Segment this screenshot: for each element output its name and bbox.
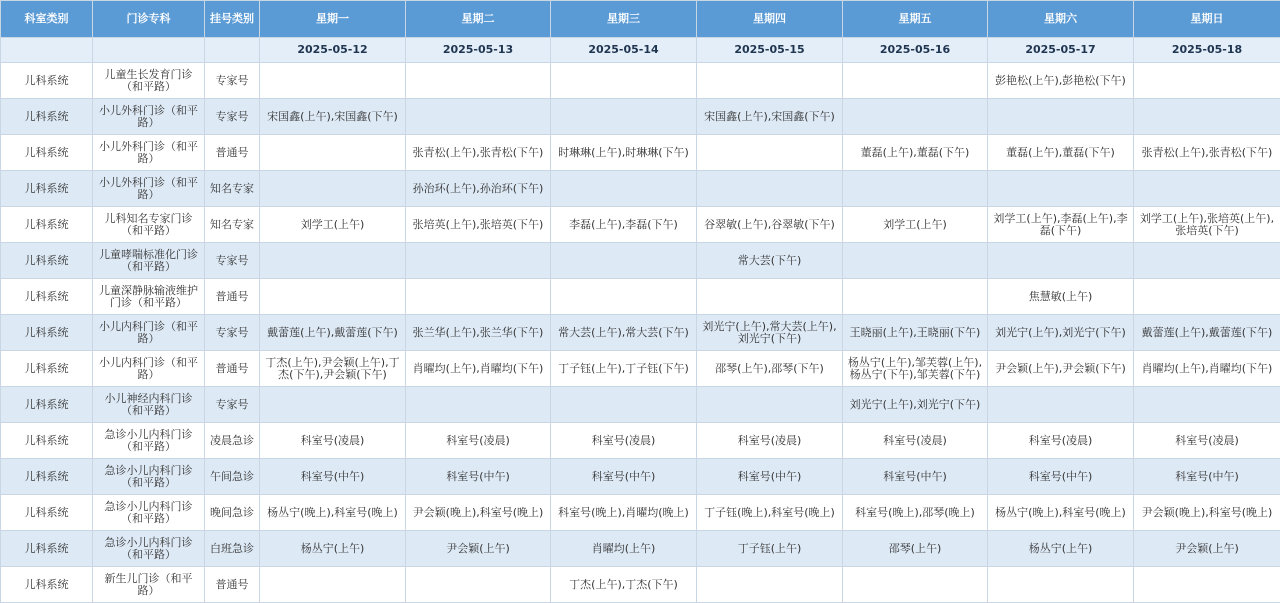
schedule-cell [260,63,406,99]
schedule-cell[interactable]: 张培英(上午),张培英(下午) [406,207,551,243]
schedule-cell[interactable]: 科室号(凌晨) [260,423,406,459]
clinic-cell: 小儿内科门诊（和平路） [93,315,205,351]
date-mon: 2025-05-12 [260,38,406,63]
type-cell: 普通号 [205,351,260,387]
schedule-cell [988,243,1134,279]
schedule-cell[interactable]: 刘学工(上午) [260,207,406,243]
schedule-cell[interactable]: 丁杰(上午),丁杰(下午) [551,567,697,603]
clinic-cell: 急诊小儿内科门诊（和平路） [93,459,205,495]
schedule-cell [551,171,697,207]
schedule-cell [1134,99,1280,135]
schedule-cell [406,63,551,99]
schedule-cell[interactable]: 科室号(中午) [988,459,1134,495]
schedule-cell [551,387,697,423]
schedule-cell[interactable]: 戴蕾莲(上午),戴蕾莲(下午) [1134,315,1280,351]
schedule-cell[interactable]: 李磊(上午),李磊(下午) [551,207,697,243]
table-row [1,171,1280,207]
schedule-cell[interactable]: 丁杰(上午),尹会颖(上午),丁杰(下午),尹会颖(下午) [260,351,406,387]
dept-cell: 儿科系统 [1,63,93,99]
schedule-cell[interactable]: 科室号(中午) [1134,459,1280,495]
table-row [1,531,1280,567]
dept-cell: 儿科系统 [1,387,93,423]
schedule-cell[interactable]: 科室号(中午) [260,459,406,495]
type-cell: 普通号 [205,135,260,171]
schedule-cell [988,387,1134,423]
schedule-cell[interactable]: 科室号(中午) [406,459,551,495]
header-sun: 星期日 [1134,1,1280,38]
type-cell: 普通号 [205,279,260,315]
schedule-cell[interactable]: 杨丛宁(上午) [988,531,1134,567]
header-tue: 星期二 [406,1,551,38]
type-cell: 普通号 [205,567,260,603]
date-tue: 2025-05-13 [406,38,551,63]
schedule-cell [697,63,843,99]
schedule-body [1,63,1280,603]
schedule-cell [260,279,406,315]
date-wed: 2025-05-14 [551,38,697,63]
schedule-cell[interactable]: 张青松(上午),张青松(下午) [1134,135,1280,171]
schedule-cell[interactable]: 科室号(凌晨) [1134,423,1280,459]
clinic-cell: 小儿内科门诊（和平路） [93,351,205,387]
table-row [1,495,1280,531]
schedule-cell [697,279,843,315]
header-row [1,1,1280,38]
schedule-cell[interactable]: 刘学工(上午),张培英(上午),张培英(下午) [1134,207,1280,243]
schedule-cell[interactable]: 肖曜均(上午),肖曜均(下午) [1134,351,1280,387]
schedule-cell [406,567,551,603]
header-type: 挂号类别 [205,1,260,38]
schedule-cell[interactable]: 肖曜均(上午) [551,531,697,567]
dept-cell: 儿科系统 [1,351,93,387]
schedule-cell [697,387,843,423]
schedule-cell[interactable]: 刘学工(上午),李磊(上午),李磊(下午) [988,207,1134,243]
table-row [1,99,1280,135]
table-row [1,423,1280,459]
schedule-cell[interactable]: 彭艳松(上午),彭艳松(下午) [988,63,1134,99]
type-cell: 凌晨急诊 [205,423,260,459]
table-row [1,459,1280,495]
schedule-cell [1134,567,1280,603]
dept-cell: 儿科系统 [1,279,93,315]
schedule-cell[interactable]: 科室号(晚上),肖曜均(晚上) [551,495,697,531]
schedule-cell [697,171,843,207]
dept-cell: 儿科系统 [1,315,93,351]
dept-cell: 儿科系统 [1,495,93,531]
clinic-cell: 小儿神经内科门诊（和平路） [93,387,205,423]
type-cell: 晚间急诊 [205,495,260,531]
dept-cell: 儿科系统 [1,531,93,567]
header-clinic: 门诊专科 [93,1,205,38]
schedule-cell [843,567,988,603]
schedule-cell[interactable]: 尹会颖(上午),尹会颖(下午) [988,351,1134,387]
schedule-cell[interactable]: 科室号(凌晨) [551,423,697,459]
schedule-cell [988,567,1134,603]
date-fri: 2025-05-16 [843,38,988,63]
schedule-cell [260,171,406,207]
type-cell: 专家号 [205,315,260,351]
schedule-cell[interactable]: 戴蕾莲(上午),戴蕾莲(下午) [260,315,406,351]
date-thu: 2025-05-15 [697,38,843,63]
schedule-cell [843,99,988,135]
table-row [1,315,1280,351]
schedule-cell[interactable]: 尹会颖(晚上),科室号(晚上) [406,495,551,531]
schedule-cell[interactable]: 科室号(中午) [697,459,843,495]
schedule-cell[interactable]: 张兰华(上午),张兰华(下午) [406,315,551,351]
dept-cell: 儿科系统 [1,243,93,279]
schedule-cell [260,387,406,423]
dept-cell: 儿科系统 [1,207,93,243]
type-cell: 知名专家 [205,171,260,207]
clinic-cell: 儿童深静脉输液维护门诊（和平路） [93,279,205,315]
schedule-cell[interactable]: 丁子钰(晚上),科室号(晚上) [697,495,843,531]
clinic-cell: 儿童生长发育门诊（和平路） [93,63,205,99]
schedule-cell [551,99,697,135]
type-cell: 知名专家 [205,207,260,243]
header-thu: 星期四 [697,1,843,38]
schedule-cell [697,135,843,171]
clinic-cell: 急诊小儿内科门诊（和平路） [93,531,205,567]
table-row [1,207,1280,243]
schedule-cell[interactable]: 邵琴(上午),邵琴(下午) [697,351,843,387]
clinic-cell: 儿科知名专家门诊（和平路） [93,207,205,243]
schedule-cell [843,243,988,279]
type-cell: 白班急诊 [205,531,260,567]
schedule-cell [551,279,697,315]
header-fri: 星期五 [843,1,988,38]
schedule-cell[interactable]: 科室号(凌晨) [843,423,988,459]
schedule-cell[interactable]: 宋国鑫(上午),宋国鑫(下午) [697,99,843,135]
dept-cell: 儿科系统 [1,459,93,495]
dept-cell: 儿科系统 [1,567,93,603]
table-row [1,63,1280,99]
schedule-cell[interactable]: 焦慧敏(上午) [988,279,1134,315]
table-row [1,243,1280,279]
schedule-cell[interactable]: 杨丛宁(晚上),科室号(晚上) [988,495,1134,531]
clinic-cell: 小儿外科门诊（和平路） [93,99,205,135]
schedule-cell[interactable]: 尹会颖(晚上),科室号(晚上) [1134,495,1280,531]
schedule-cell[interactable]: 肖曜均(上午),肖曜均(下午) [406,351,551,387]
schedule-cell [406,99,551,135]
table-row [1,279,1280,315]
schedule-cell[interactable]: 杨丛宁(晚上),科室号(晚上) [260,495,406,531]
schedule-cell [260,243,406,279]
schedule-cell [1134,279,1280,315]
schedule-cell[interactable]: 刘光宁(上午),刘光宁(下午) [988,315,1134,351]
schedule-cell[interactable]: 科室号(凌晨) [988,423,1134,459]
clinic-cell: 小儿外科门诊（和平路） [93,171,205,207]
schedule-cell[interactable]: 科室号(凌晨) [406,423,551,459]
schedule-cell[interactable]: 谷翠敏(上午),谷翠敏(下午) [697,207,843,243]
clinic-cell: 急诊小儿内科门诊（和平路） [93,495,205,531]
clinic-cell: 急诊小儿内科门诊（和平路） [93,423,205,459]
schedule-cell[interactable]: 丁子钰(上午) [697,531,843,567]
schedule-cell[interactable]: 科室号(中午) [551,459,697,495]
schedule-cell[interactable]: 王晓丽(上午),王晓丽(下午) [843,315,988,351]
schedule-cell [1134,63,1280,99]
schedule-cell[interactable]: 常大芸(下午) [697,243,843,279]
schedule-cell[interactable]: 刘光宁(上午),常大芸(上午),刘光宁(下午) [697,315,843,351]
schedule-cell [406,279,551,315]
schedule-cell[interactable]: 张青松(上午),张青松(下午) [406,135,551,171]
schedule-cell[interactable]: 科室号(晚上),邵琴(晚上) [843,495,988,531]
type-cell: 专家号 [205,243,260,279]
schedule-cell [843,279,988,315]
schedule-cell[interactable]: 科室号(凌晨) [697,423,843,459]
schedule-cell [843,63,988,99]
schedule-cell[interactable]: 孙治环(上午),孙治环(下午) [406,171,551,207]
type-cell: 专家号 [205,63,260,99]
schedule-cell [260,567,406,603]
clinic-cell: 新生儿门诊（和平路） [93,567,205,603]
schedule-cell[interactable]: 董磊(上午),董磊(下午) [843,135,988,171]
schedule-cell [406,243,551,279]
table-row [1,387,1280,423]
header-dept: 科室类别 [1,1,93,38]
dept-cell: 儿科系统 [1,99,93,135]
schedule-cell[interactable]: 刘学工(上午) [843,207,988,243]
schedule-cell[interactable]: 尹会颖(上午) [406,531,551,567]
type-cell: 专家号 [205,387,260,423]
dept-cell: 儿科系统 [1,135,93,171]
schedule-cell[interactable]: 科室号(中午) [843,459,988,495]
schedule-cell[interactable]: 丁子钰(上午),丁子钰(下午) [551,351,697,387]
schedule-cell [551,243,697,279]
schedule-cell[interactable]: 常大芸(上午),常大芸(下午) [551,315,697,351]
schedule-cell[interactable]: 杨丛宁(上午),邹芙蓉(上午),杨丛宁(下午),邹芙蓉(下午) [843,351,988,387]
schedule-cell [406,387,551,423]
table-row [1,135,1280,171]
schedule-cell [1134,243,1280,279]
schedule-cell[interactable]: 尹会颖(上午) [1134,531,1280,567]
schedule-cell [843,171,988,207]
schedule-cell[interactable]: 宋国鑫(上午),宋国鑫(下午) [260,99,406,135]
table-row [1,567,1280,603]
schedule-cell [988,99,1134,135]
type-cell: 专家号 [205,99,260,135]
table-row [1,351,1280,387]
date-sat: 2025-05-17 [988,38,1134,63]
clinic-cell: 儿童哮喘标准化门诊（和平路） [93,243,205,279]
schedule-cell [1134,387,1280,423]
schedule-cell [988,171,1134,207]
schedule-cell [551,63,697,99]
dept-cell: 儿科系统 [1,171,93,207]
date-sun: 2025-05-18 [1134,38,1280,63]
date-row [1,38,1280,63]
schedule-cell[interactable]: 时琳琳(上午),时琳琳(下午) [551,135,697,171]
header-wed: 星期三 [551,1,697,38]
schedule-cell[interactable]: 刘光宁(上午),刘光宁(下午) [843,387,988,423]
schedule-cell [1134,171,1280,207]
type-cell: 午间急诊 [205,459,260,495]
schedule-cell [697,567,843,603]
schedule-cell [260,135,406,171]
dept-cell: 儿科系统 [1,423,93,459]
header-mon: 星期一 [260,1,406,38]
schedule-cell[interactable]: 杨丛宁(上午) [260,531,406,567]
schedule-cell[interactable]: 董磊(上午),董磊(下午) [988,135,1134,171]
clinic-cell: 小儿外科门诊（和平路） [93,135,205,171]
schedule-cell[interactable]: 邵琴(上午) [843,531,988,567]
header-sat: 星期六 [988,1,1134,38]
